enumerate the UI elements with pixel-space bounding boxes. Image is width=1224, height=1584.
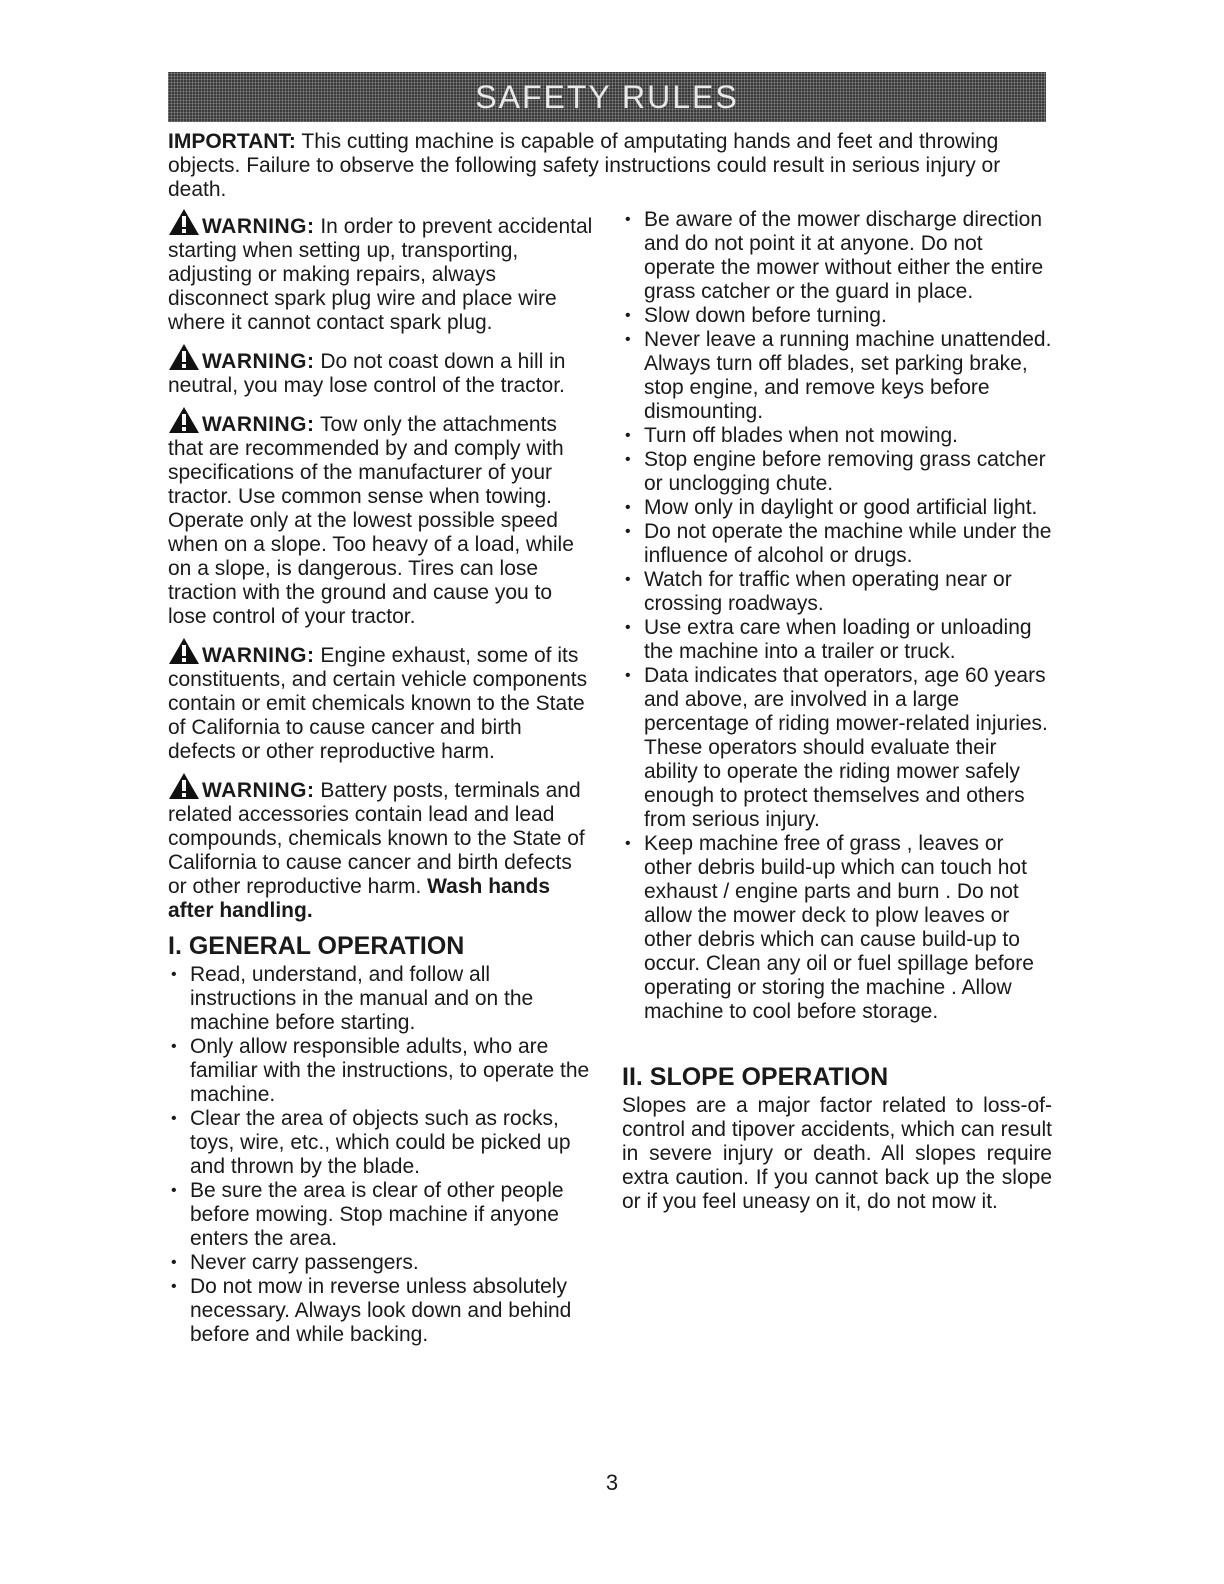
list-item: • Watch for traffic when operating near or crossing roadways. xyxy=(622,568,1052,616)
warning-label: WARNING: xyxy=(202,350,315,373)
warning-coast xyxy=(168,343,593,398)
warning-towing xyxy=(168,406,593,629)
list-item: • Never carry passengers. xyxy=(168,1251,593,1275)
important-text: This cutting machine is capable of amputating hands and feet and throwing objects. Failure to observe the following safety instructions could result in serious injury or death. xyxy=(168,130,1001,201)
general-operation-heading: I. GENERAL OPERATION xyxy=(168,932,465,960)
list-item: • Use extra care when loading or unloading the machine into a trailer or truck. xyxy=(622,616,1052,664)
important-notice xyxy=(168,130,1048,202)
list-item: • Slow down before turning. xyxy=(622,304,1052,328)
safety-rules-banner xyxy=(168,72,1046,122)
warning-spark-plug xyxy=(168,208,593,335)
warning-triangle-icon xyxy=(168,772,200,800)
list-item: • Only allow responsible adults, who are familiar with the instructions, to operate the machine. xyxy=(168,1035,593,1107)
slope-operation-text: Slopes are a major factor related to loss-of-control and tipover accidents, which can result in severe injury or death. All slopes require extra caution. If you cannot back up the slope or if you feel uneasy on it, do not mow it. xyxy=(622,1094,1052,1213)
list-item: • Turn off blades when not mowing. xyxy=(622,424,1052,448)
warning-label: WARNING: xyxy=(202,779,315,802)
list-item: • Keep machine free of grass , leaves or other debris build-up which can touch hot exhaust / engine parts and burn . Do not allow the mower deck to plow leaves or other debris which can cause build-up to occur. Clean any oil or fuel spillage before operating or storing the machine . Allow machine to cool before storage. xyxy=(622,832,1052,1024)
warning-battery xyxy=(168,772,593,923)
warning-label: WARNING: xyxy=(202,644,315,667)
warning-text: Battery posts, terminals and related accessories contain lead and lead compounds, chemicals known to the State of California to cause cancer and birth defects or other reproductive harm. xyxy=(168,779,585,898)
important-label: IMPORTANT: xyxy=(168,130,296,153)
page-number: 3 xyxy=(605,1470,619,1495)
warning-text: In order to prevent accidental starting when setting up, transporting, adjusting or making repairs, always disconnect spark plug wire and place wire where it cannot contact spark plug. xyxy=(168,215,593,334)
general-operation-list xyxy=(168,963,593,1347)
list-item: • Mow only in daylight or good artificial light. xyxy=(622,496,1052,520)
slope-operation-heading: II. SLOPE OPERATION xyxy=(622,1063,889,1091)
list-item: • Do not mow in reverse unless absolutely necessary. Always look down and behind before and while backing. xyxy=(168,1275,593,1347)
warning-text: Do not coast down a hill in neutral, you may lose control of the tractor. xyxy=(168,350,566,397)
warning-exhaust xyxy=(168,637,593,764)
warning-text: Engine exhaust, some of its constituents, and certain vehicle components contain or emit chemicals known to the State of California to cause cancer and birth defects or other reproductive harm. xyxy=(168,644,588,763)
warning-triangle-icon xyxy=(168,406,200,434)
list-item: • Never leave a running machine unattended. Always turn off blades, set parking brake, stop engine, and remove keys before dismounting. xyxy=(622,328,1052,424)
warning-triangle-icon xyxy=(168,343,200,371)
general-operation-list-continued xyxy=(622,208,1052,1024)
list-item: • Data indicates that operators, age 60 years and above, are involved in a large percentage of riding mower-related injuries. These operators should evaluate their ability to operate the riding mower safely enough to protect themselves and others from serious injury. xyxy=(622,664,1052,832)
left-column xyxy=(168,208,593,1347)
warning-label: WARNING: xyxy=(202,413,315,436)
warning-triangle-icon xyxy=(168,208,200,236)
banner-title: SAFETY RULES xyxy=(475,78,739,115)
wash-hands-notice: Wash hands after handling. xyxy=(168,875,551,922)
list-item: • Clear the area of objects such as rocks, toys, wire, etc., which could be picked up and thrown by the blade. xyxy=(168,1107,593,1179)
list-item: • Read, understand, and follow all instructions in the manual and on the machine before starting. xyxy=(168,963,593,1035)
list-item: • Be sure the area is clear of other people before mowing. Stop machine if anyone enters the area. xyxy=(168,1179,593,1251)
warning-text: Tow only the attachments that are recommended by and comply with specifications of the manufacturer of your tractor. Use common sense when towing. Operate only at the lowest possible speed when on a slope. Too heavy of a load, while on a slope, is dangerous. Tires can lose traction with the ground and cause you to lose control of your tractor. xyxy=(168,413,574,628)
list-item: • Be aware of the mower discharge direction and do not point it at anyone. Do not operate the mower without either the entire grass catcher or the guard in place. xyxy=(622,208,1052,304)
right-column xyxy=(622,208,1052,1214)
warning-triangle-icon xyxy=(168,637,200,665)
list-item: • Do not operate the machine while under the influence of alcohol or drugs. xyxy=(622,520,1052,568)
warning-label: WARNING: xyxy=(202,215,315,238)
list-item: • Stop engine before removing grass catcher or unclogging chute. xyxy=(622,448,1052,496)
